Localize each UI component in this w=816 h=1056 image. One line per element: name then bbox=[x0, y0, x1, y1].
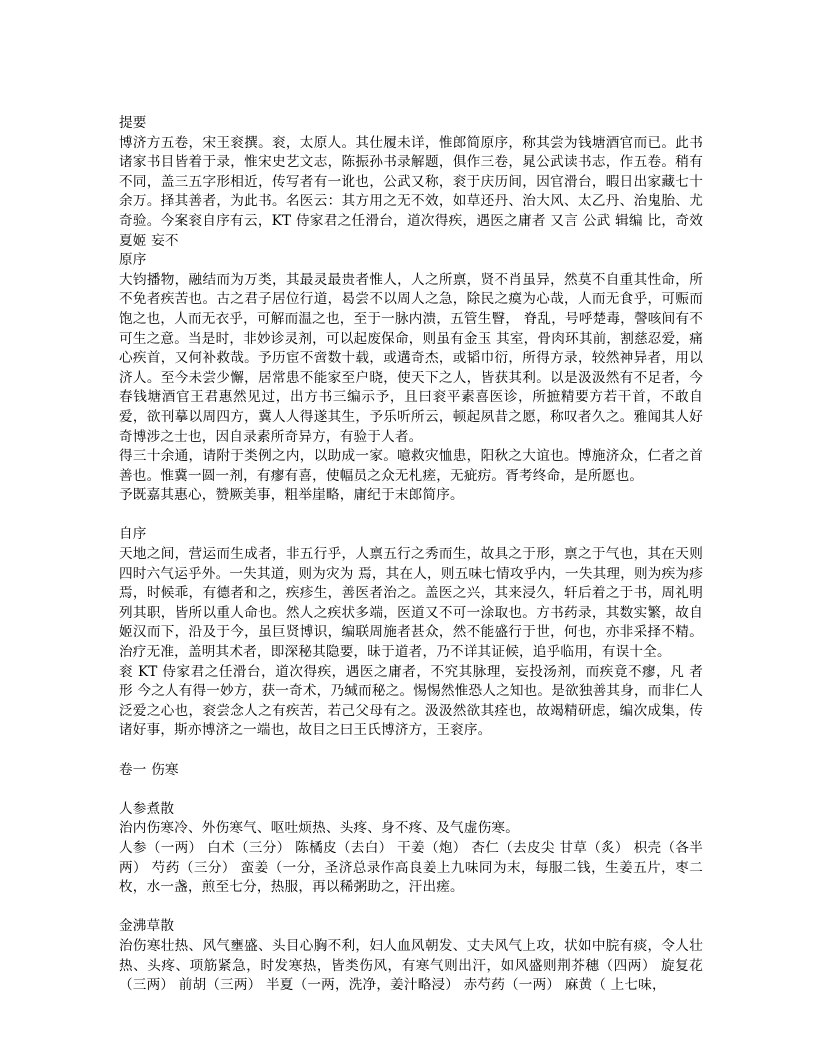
recipe-ingredients: 人参（一两） 白术（三分） 陈橘皮（去白） 干姜（炮） 杏仁（去皮尖 甘草（炙） 枳壳（各半两） 芍药（三分） 蛮姜（一分，圣济总录作高良姜上九味同为末，每服二钱，生姜五片，枣二枚，水一盏，煎至七分，热服，再以稀粥助之，汗出瘥。 bbox=[119, 839, 703, 896]
zixu-paragraph-2: 衮 KT 侍家君之任滑台，道次得疾，遇医之庸者，不究其脉理，妄投汤剂，而疾竟不瘳，凡 者形 今之人有得一妙方，获一奇术，乃缄而秘之。惕惕然惟恐人之知也。是欲独善其身，而非仁人泛爱之心也，衮尝念人之有疾苦，若己父母有之。汲汲然欲其痊也，故竭精研虑，编次成集，传诸好事，斯亦博济之一端也，故目之曰王氏博济方，王衮序。 bbox=[119, 663, 703, 739]
recipe-title: 金沸草散 bbox=[119, 918, 175, 935]
zixu-paragraph-1: 天地之间，营运而生成者，非五行乎，人禀五行之秀而生，故具之于形，禀之于气也，其在天则四时六气运乎外。一失其道，则为灾为 焉，其在人，则五味七情攻乎内，一失其理，则为疾为疹焉，时候乖，有德者和之，疾疹生，善医者治之。盖医之兴，其来浸久，轩后着之于书，周礼明列其职，皆所以重人命也。然人之疾状多端，医道又不可一涂取也。方书药录，其数实繁，故自姬汉而下，沿及于今，虽巨贤博识，编联周施者甚众，然不能盛行于世，何也，亦非采择不精。治疗无准，盖明其术者，即深秘其隐要，昧于道者，乃不详其证候，追乎临用，有误十全。 bbox=[119, 546, 703, 661]
recipe-indication: 治内伤寒冷、外伤寒气、呕吐烦热、头疼、身不疼、及气虚伤寒。 bbox=[119, 820, 520, 837]
yuanxu-paragraph-3: 予既嘉其惠心，赞厥美事，粗举崖略，庸纪于末郎简序。 bbox=[119, 487, 464, 504]
section-spacer bbox=[119, 506, 703, 526]
tiyao-heading: 提要 bbox=[119, 115, 147, 131]
recipe-title: 人参煮散 bbox=[119, 800, 175, 817]
chapter-heading: 卷一 伤寒 bbox=[119, 761, 179, 778]
tiyao-paragraph: 博济方五卷，宋王衮撰。衮，太原人。其仕履未详，惟郎简原序，称其尝为钱塘酒官而已。此书诸家书目皆着于录，惟宋史艺文志，陈振孙书录解题，俱作三卷，晁公武读书志，作五卷。稍有不同，盖三五字形相近，传写者有一讹也，公武又称，衮于庆历间，因官滑台，暇日出家藏七十余万。择其善者，为此书。名医云：其方用之无不效，如草还丹、治大风、太乙丹、治鬼胎、尤奇验。今案衮自序有云，KT 侍家君之任滑台，道次得疾，遇医之庸者 又言 公武 辑编 比，奇效 夏姬 妄不 bbox=[119, 134, 703, 249]
yuanxu-heading: 原序 bbox=[119, 252, 147, 269]
section-spacer bbox=[119, 741, 703, 761]
section-spacer bbox=[119, 780, 703, 800]
zixu-heading: 自序 bbox=[119, 526, 147, 543]
document-page bbox=[119, 114, 703, 996]
yuanxu-paragraph-2: 得三十余通，请附于类例之内，以助成一家。噫救灾恤患，阳秋之大谊也。博施济众，仁者之首善也。惟冀一圆一剂，有瘳有喜，使幅员之众无札瘥，无疵疠。胥考终命，是所愿也。 bbox=[119, 448, 703, 484]
yuanxu-paragraph-1: 大钧播物，融结而为万类，其最灵最贵者惟人，人之所禀，贤不肖虽异，然莫不自重其性命，所不免者疾苦也。古之君子居位行道，曷尝不以周人之急，除民之瘼为心哉，人而无食乎，可赈而饱之也，人而无衣乎，可解而温之也，至于一脉内溃，五管生瞖， 脊乱，号呼楚毒，謦咳间有不可生之意。当是时，非妙诊灵剂，可以起废保命，则虽有金玉 其室，骨肉环其前，割慈忍爱，痛心疾首，又何补救哉。予历宦不啻数十载，或遘奇杰，或韬巾衍，所得方录，较然神异者，用以济人。至今未尝少懈，居常患不能家至户晓，使天下之人，皆获其利。以是汲汲然有不足者，今春钱塘酒官王君惠然见过，出方书三编示予，且曰衮平素喜医诊，所摭精要方若干首，不敢自爱，欲刊摹以周四方，冀人人得遂其生，予乐听所云，顿起夙昔之愿，称叹者久之。雅闻其人好奇博涉之士也，因自录素所奇异方，有验于人者。 bbox=[119, 271, 703, 445]
section-spacer bbox=[119, 898, 703, 918]
recipe-indication: 治伤寒壮热、风气壅盛、头目心胸不利，妇人血风朝发、丈夫风气上攻，状如中脘有痰，令人壮热、头疼、项筋紧急，时发寒热，皆类伤风，有寒气则出汗，如风盛则荆芥穗（四两） 旋复花（三两） 前胡（三两） 半夏（一两，洗净，姜汁略浸） 赤芍药（一两） 麻黄（ 上七味， bbox=[119, 937, 703, 994]
